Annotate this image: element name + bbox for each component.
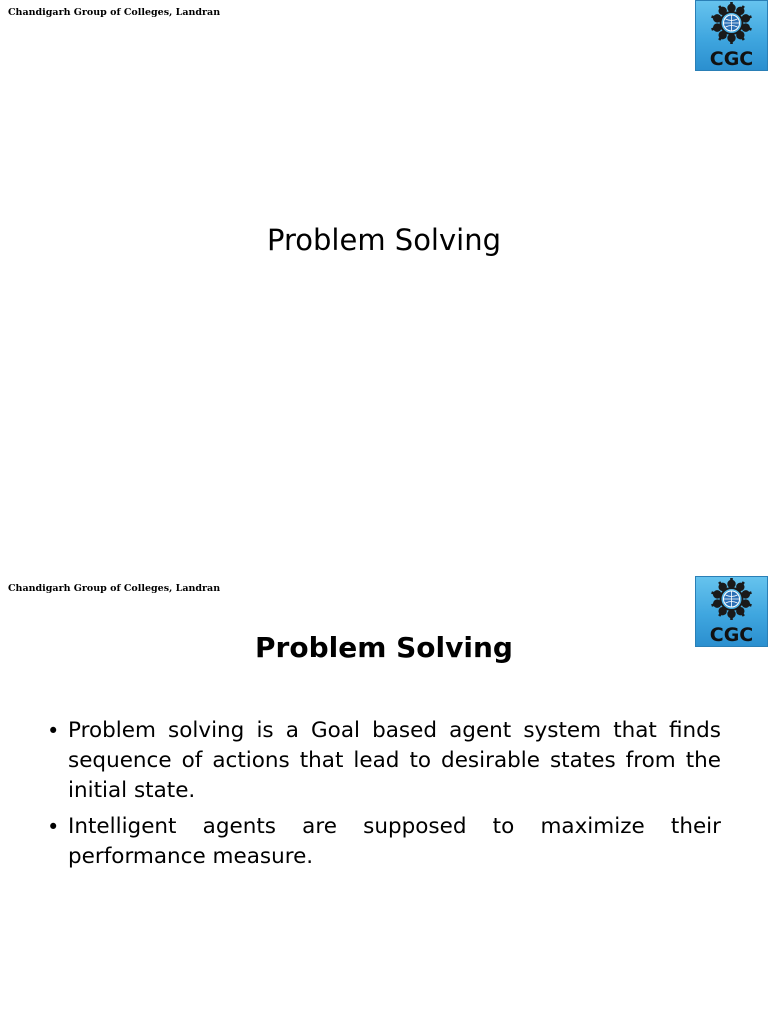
logo-text: CGC bbox=[709, 48, 754, 70]
slide-title: Problem Solving bbox=[267, 223, 501, 257]
bullet-text: Problem solving is a Goal based agent system that finds sequence of actions that lead to desirable states from the initial state. bbox=[68, 718, 721, 803]
bullet-text: Intelligent agents are supposed to maximize their performance measure. bbox=[68, 814, 721, 869]
college-name: Chandigarh Group of Colleges, Landran bbox=[8, 7, 221, 18]
cgc-logo bbox=[695, 0, 768, 71]
bullet-dot-icon: • bbox=[47, 719, 60, 743]
slide-title: Problem Solving bbox=[255, 631, 513, 664]
list-item bbox=[47, 716, 721, 806]
slide-2 bbox=[0, 576, 768, 1024]
college-name: Chandigarh Group of Colleges, Landran bbox=[8, 583, 221, 594]
list-item bbox=[47, 812, 721, 872]
logo-text: CGC bbox=[709, 624, 754, 646]
bullet-dot-icon: • bbox=[47, 815, 60, 839]
bullet-list bbox=[47, 716, 721, 878]
gear-ring-globe-icon bbox=[696, 1, 767, 70]
